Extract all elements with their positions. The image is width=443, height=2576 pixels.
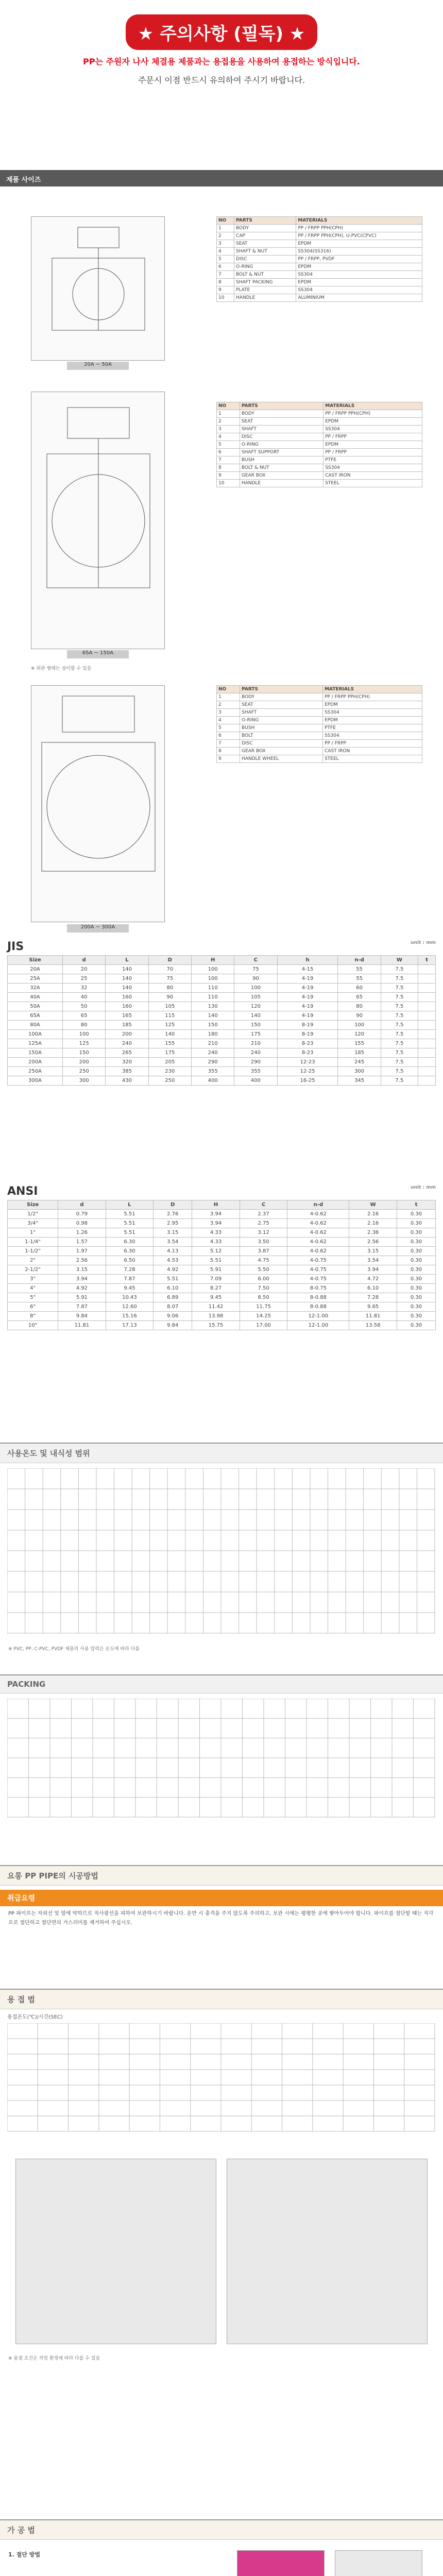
- table-row: 6" 7.87 12.60 8.07 11.42 11.75 8-0.88 9.65 0.30: [8, 1302, 436, 1312]
- packing-title: PACKING: [0, 1674, 443, 1693]
- jis-section: [0, 940, 443, 1088]
- weld-figure-1: [15, 2159, 216, 2344]
- drawing-label-2: 65A ~ 150A: [67, 650, 129, 658]
- pp-caution-title: 취급요령: [0, 1890, 443, 1906]
- material-row: 8 SHAFT PACKING EPDM: [217, 279, 422, 286]
- table-row: 1-1/4" 1.57 6.30 3.54 4.33 3.50 4-0.62 2.56 0.30: [8, 1238, 436, 1247]
- ansi-table: Size d L D H C n-d W t 1/2" 0.79 5.51 2.76 3.94 2.37 4-0.62 2.16 0.30 3/4" 0.98 5.51 2.95 3.94 2.75 4-0.62 2.16 0.30 1" 1.26 5.51 3.15 4.33 3.12 4-0.62 2.36 0.30 1-1/4" 1.57 6.30 3.54 4.33 3.50 4-0.62 2.56 0.30 1-1/2" 1.97 6.30 4.13 5.12 3.87 4-0.62 3.15 0.30 2" 2.56 6.50 4.53 5.51 4.75 4-0.75 3.54 0.30 2-1/2" 3.15 7.28 4.92 5.91 5.50 4-0.75 3.94 0.30 3" 3.94 7.87 5.51 7.09 6.00 4-0.75 4.72 0.30 4" 4.92 9.45 6.10 8.27 7.50 8-0.75 6.10 0.30 5" 5.91 10.43 6.89 9.45 8.50 8-0.88 7.28 0.30 6" 7.87 12.60 8.07 11.42 11.75 8-0.88 9.65 0.30 8" 9.84 15.16 9.06 13.98 14.25 12-1.00 11.81 0.30 10" 11.81 17.13 9.84 15.75 17.00 12-1.00 13.58 0.30: [7, 1200, 436, 1330]
- drawing-large: [31, 685, 165, 922]
- table-row: 2-1/2" 3.15 7.28 4.92 5.91 5.50 4-0.75 3.94 0.30: [8, 1265, 436, 1275]
- weld-subtitle: 용접온도(℃)/시간(SEC): [7, 2014, 63, 2020]
- table-row: 50A 50 160 105 130 120 4-19 80 7.5: [8, 1002, 436, 1011]
- material-row: 5 DISC PP / FRPP, PVDF: [217, 256, 422, 263]
- jis-title: JIS: [7, 940, 24, 953]
- weld-title: 용 접 법: [0, 1989, 443, 2009]
- material-row: 9 PLATE SS304: [217, 286, 422, 294]
- weld-figure-2: [227, 2159, 428, 2344]
- construct-section: [0, 2519, 443, 2576]
- temp-note: ※ PVC, PP, C-PVC, PVDF 제품의 사용 압력은 온도에 따라 다름: [8, 1647, 140, 1652]
- material-row: 5 O-RING EPDM: [217, 441, 422, 449]
- material-row: 1 BODY PP / FRPP PPH(CPH): [217, 410, 422, 418]
- material-row: 7 BOLT & NUT SS304: [217, 271, 422, 279]
- caution-line-2: 주문시 이점 반드시 유의하여 주시기 바랍니다.: [138, 75, 305, 85]
- material-row: 5 BUSH PTFE: [217, 724, 422, 732]
- valve-drawing-small: [31, 217, 164, 360]
- material-row: 4 O-RING EPDM: [217, 717, 422, 724]
- pp-title: 요롱 PP PIPE의 시공방법: [0, 1865, 443, 1886]
- table-row: 65A 65 165 115 140 140 4-19 90 7.5: [8, 1011, 436, 1021]
- table-row: 125A 125 240 155 210 210 8-23 155 7.5: [8, 1039, 436, 1048]
- table-row: 4" 4.92 9.45 6.10 8.27 7.50 8-0.75 6.10 0.30: [8, 1284, 436, 1293]
- material-row: 2 SEAT EPDM: [217, 418, 422, 426]
- jis-unit: unit : mm: [411, 940, 436, 945]
- material-row: 9 HANDLE WHEEL STEEL: [217, 755, 422, 763]
- materials-table-2: NO PARTS MATERIALS 1 BODY PP / FRPP PPH(CPH) 2 SEAT EPDM 3 SHAFT SS304 4 DISC PP / FRPP 5 O-RING EPDM 6 SHAFT SUPPORT PP / FRPP 7 BUSH PTFE 8 BOLT & NUT SS304 9 GEAR BOX CAST IRON 10 HANDLE STEEL: [216, 402, 422, 487]
- weld-note: ※ 용접 조건은 작업 환경에 따라 다를 수 있음: [8, 2356, 100, 2361]
- table-row: 2" 2.56 6.50 4.53 5.51 4.75 4-0.75 3.54 0.30: [8, 1256, 436, 1265]
- packing-section: [0, 1674, 443, 1839]
- material-row: 3 SEAT EPDM: [217, 240, 422, 248]
- table-row: 10" 11.81 17.13 9.84 15.75 17.00 12-1.00 13.58 0.30: [8, 1321, 436, 1330]
- section-product-size: 제품 사이즈: [0, 170, 443, 187]
- material-row: 3 SHAFT SS304: [217, 426, 422, 433]
- drawing-label-3: 200A ~ 300A: [67, 924, 129, 933]
- table-row: 3/4" 0.98 5.51 2.95 3.94 2.75 4-0.62 2.16 0.30: [8, 1219, 436, 1228]
- table-row: 20A 20 140 70 100 75 4-15 55 7.5: [8, 965, 436, 974]
- caution-banner: [0, 0, 443, 155]
- valve-drawing-large: [31, 686, 164, 922]
- drawing-note: ※ 외관 형태는 상이할 수 있음: [31, 666, 92, 671]
- material-row: 2 CAP PP / FRPP PPH(CPH), U-PVC(CPVC): [217, 232, 422, 240]
- table-row: 32A 32 140 80 110 100 4-19 60 7.5: [8, 984, 436, 993]
- material-row: 7 DISC PP / FRPP: [217, 740, 422, 748]
- material-row: 6 BOLT SS304: [217, 732, 422, 740]
- temp-grid: [7, 1468, 436, 1638]
- material-row: 3 SHAFT SS304: [217, 709, 422, 717]
- drawing-medium: [31, 392, 165, 649]
- material-row: 6 O-RING EPDM: [217, 263, 422, 271]
- ansi-section: [0, 1185, 443, 1332]
- table-row: 5" 5.91 10.43 6.89 9.45 8.50 8-0.88 7.28 0.30: [8, 1293, 436, 1302]
- table-row: 1-1/2" 1.97 6.30 4.13 5.12 3.87 4-0.62 3.15 0.30: [8, 1247, 436, 1256]
- temp-title: 사용온도 및 내식성 범위: [0, 1443, 443, 1463]
- table-row: 3" 3.94 7.87 5.51 7.09 6.00 4-0.75 4.72 0.30: [8, 1275, 436, 1284]
- table-row: 1/2" 0.79 5.51 2.76 3.94 2.37 4-0.62 2.16 0.30: [8, 1210, 436, 1219]
- caution-title: ★ 주의사항 (필독) ★: [126, 14, 318, 50]
- weld-grid: [7, 2023, 436, 2137]
- caution-line-1: PP는 주원자 나사 체결용 제품과는 용접용을 사용하여 용접하는 방식입니다.: [83, 57, 360, 66]
- material-row: 4 DISC PP / FRPP: [217, 433, 422, 441]
- ansi-unit: unit : mm: [411, 1185, 436, 1190]
- material-row: 8 GEAR BOX CAST IRON: [217, 748, 422, 755]
- drawing-label-1: 20A ~ 50A: [67, 362, 129, 370]
- table-row: 100A 100 200 140 180 175 8-19 120 7.5: [8, 1030, 436, 1039]
- material-row: 2 SEAT EPDM: [217, 701, 422, 709]
- construct-photo-1: [237, 2550, 325, 2576]
- table-row: 200A 200 320 205 290 290 12-23 245 7.5: [8, 1058, 436, 1067]
- table-row: 150A 150 265 175 240 240 8-23 185 7.5: [8, 1048, 436, 1058]
- material-row: 9 GEAR BOX CAST IRON: [217, 472, 422, 480]
- material-row: 8 BOLT & NUT SS304: [217, 464, 422, 472]
- construct-title: 가 공 법: [0, 2519, 443, 2540]
- table-row: 300A 300 430 250 400 400 16-25 345 7.5: [8, 1076, 436, 1086]
- table-row: 25A 25 140 75 100 90 4-19 55 7.5: [8, 974, 436, 984]
- table-row: 40A 40 160 90 110 105 4-19 65 7.5: [8, 993, 436, 1002]
- jis-table: Size d L D H C h n-d W t 20A 20 140 70 100 75 4-15 55 7.5 25A 25 140 75 100 90 4-19 55 7.5 32A 32 140 80 110 100 4-19 60 7.5 40A 40 160 90 110 105 4-19 65 7.5 50A 50 160 105 130 120 4-19 80 7.5 65A 65 165 115 140 140 4-19 90 7.5 80A 80 185 125 150 150 8-19 100 7.5 100A 100 200 140 180 175 8-19 120 7.5 125A 125 240 155 210 210 8-23 155 7.5 150A 150 265 175 240 240 8-23 185 7.5 200A 200 320 205 290 290 12-23 245 7.5 250A 250 385 230 355 355 12-25 300 7.5 300A 300 430 250 400 400 16-25 345 7.5: [7, 955, 436, 1086]
- table-row: 8" 9.84 15.16 9.06 13.98 14.25 12-1.00 11.81 0.30: [8, 1312, 436, 1321]
- weld-section: [0, 1989, 443, 2509]
- material-row: 6 SHAFT SUPPORT PP / FRPP: [217, 449, 422, 456]
- materials-table-3: NO PARTS MATERIALS 1 BODY PP / FRPP PPH(CPH) 2 SEAT EPDM 3 SHAFT SS304 4 O-RING EPDM 5 BUSH PTFE 6 BOLT SS304 7 DISC PP / FRPP 8 GEAR BOX CAST IRON 9 HANDLE WHEEL STEEL: [216, 685, 422, 763]
- pp-section: [0, 1865, 443, 1984]
- pp-paragraph: PP 파이프는 자외선 및 열에 약하므로 직사광선을 피하여 보관하시기 바랍니다. 운반 시 충격을 주지 않도록 주의하고, 보관 시에는 평평한 곳에 쌓아두어야 합니다. 파이프를 절단할 때는 직각으로 절단하고 절단면의 거스러미를 제거하여 주십시오.: [8, 1911, 434, 1926]
- construct-photo-2: [335, 2550, 422, 2576]
- material-row: 4 SHAFT & NUT SS304(SS316): [217, 248, 422, 256]
- construct-item: 1. 절단 방법: [8, 2551, 40, 2558]
- material-row: 10 HANDLE STEEL: [217, 480, 422, 487]
- table-row: 250A 250 385 230 355 355 12-25 300 7.5: [8, 1067, 436, 1076]
- material-row: 7 BUSH PTFE: [217, 456, 422, 464]
- materials-table-1: NO PARTS MATERIALS 1 BODY PP / FRPP PPH(CPH) 2 CAP PP / FRPP PPH(CPH), U-PVC(CPVC) 3 SEAT EPDM 4 SHAFT & NUT SS304(SS316) 5 DISC PP / FRPP, PVDF 6 O-RING EPDM 7 BOLT & NUT SS304 8 SHAFT PACKING EPDM 9 PLATE SS304 10 HANDLE ALUMINIUM: [216, 216, 422, 302]
- table-row: 1" 1.26 5.51 3.15 4.33 3.12 4-0.62 2.36 0.30: [8, 1228, 436, 1238]
- temp-section: [0, 1443, 443, 1659]
- table-row: 80A 80 185 125 150 150 8-19 100 7.5: [8, 1021, 436, 1030]
- material-row: 1 BODY PP / FRPP PPH(CPH): [217, 693, 422, 701]
- material-row: 10 HANDLE ALUMINIUM: [217, 294, 422, 302]
- ansi-title: ANSI: [7, 1185, 38, 1198]
- drawing-small: [31, 216, 165, 361]
- packing-grid: [7, 1699, 436, 1822]
- material-row: 1 BODY PP / FRPP PPH(CPH): [217, 225, 422, 232]
- valve-drawing-medium: [31, 392, 164, 649]
